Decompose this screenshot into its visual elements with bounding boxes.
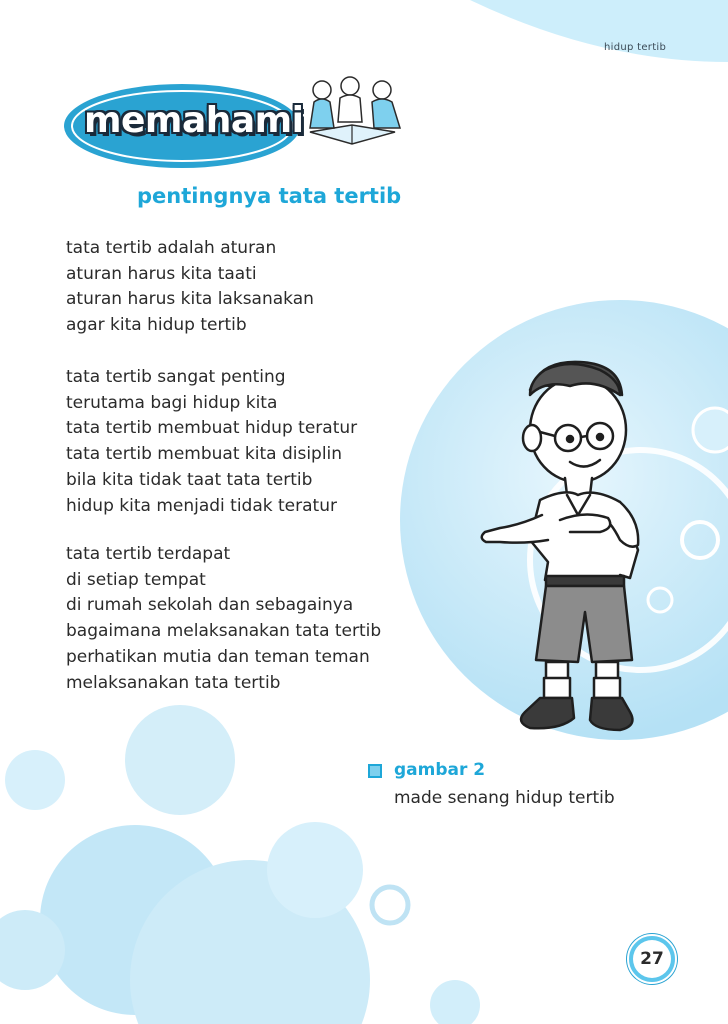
page-number: 27 [633,940,671,978]
header-label: hidup tertib [604,42,667,53]
text-line: hidup kita menjadi tidak teratur [66,495,337,516]
text-line: tata tertib membuat hidup teratur [66,418,358,439]
text-line: bila kita tidak taat tata tertib [66,469,313,490]
text-line: agar kita hidup tertib [66,315,247,336]
text-line: di rumah sekolah dan sebagainya [66,595,354,616]
text-line: terutama bagi hidup kita [66,392,278,413]
page-number-badge [627,934,677,984]
banner-title: memahami [84,100,304,141]
text-line: aturan harus kita laksanakan [66,289,314,310]
text-line: aturan harus kita taati [66,263,257,284]
text-line: tata tertib adalah aturan [66,238,277,258]
children-reading-illustration [290,70,415,150]
text-line: bagaimana melaksanakan tata tertib [66,621,382,642]
text-line: tata tertib sangat penting [66,367,286,387]
stanza-3 [66,542,381,696]
text-line: tata tertib membuat kita disiplin [66,444,343,465]
boy-illustration [470,350,685,745]
section-subtitle: pentingnya tata tertib [137,184,402,208]
caption-text: made senang hidup tertib [394,788,615,808]
text-line: di setiap tempat [66,569,206,590]
caption-square-icon [368,764,382,778]
text-line: perhatikan mutia dan teman teman [66,646,370,667]
text-line: tata tertib terdapat [66,544,231,564]
stanza-1 [66,236,314,339]
text-line: melaksanakan tata tertib [66,672,281,693]
caption-title: gambar 2 [394,760,486,780]
stanza-2 [66,365,357,519]
